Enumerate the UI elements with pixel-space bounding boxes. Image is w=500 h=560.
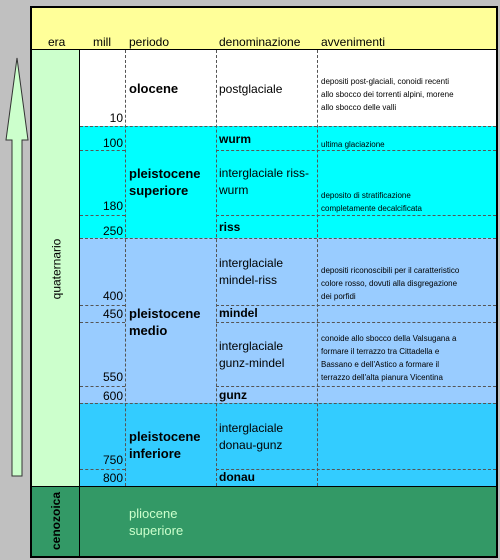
column-divider	[216, 50, 217, 486]
event-riss-wurm: deposito di stratificazione completamente decalcificata	[321, 191, 422, 213]
row-divider	[216, 386, 496, 387]
row-divider	[216, 215, 496, 216]
denom-donau-gunz: interglaciale donau-gunz	[219, 421, 284, 452]
row-divider	[80, 126, 496, 127]
mill-value: 100	[102, 136, 123, 150]
column-divider	[317, 50, 318, 486]
header-avvenimenti: avvenimenti	[321, 35, 386, 49]
event-postglaciale: depositi post-glaciali, conoidi recenti allo sbocco dei torrenti alpini, morene allo sbocco delle valli	[321, 77, 454, 112]
header-denominazione: denominazione	[219, 35, 301, 49]
period-pliocene-superiore: pliocene superiore	[129, 506, 184, 538]
event-gunz-mindel: conoide allo sbocco della Valsugana a formare il terrazzo tra Cittadella e Bassano e dell'Astico a formare il terrazzo dell'alta pianura Vicentina	[321, 334, 457, 382]
event-wurm: ultima glaciazione	[321, 140, 385, 149]
mill-value: 400	[102, 289, 123, 303]
denom-donau: donau	[219, 470, 255, 484]
mill-value: 450	[102, 307, 123, 321]
row-divider	[80, 469, 125, 470]
row-divider	[80, 305, 125, 306]
mill-value: 750	[102, 453, 123, 467]
denom-mindel: mindel	[219, 306, 258, 320]
row-divider	[80, 386, 125, 387]
period-pleistocene-superiore: pleistocene superiore	[129, 166, 201, 198]
denom-riss: riss	[219, 220, 241, 234]
header-era: era	[48, 35, 66, 49]
period-olocene: olocene	[129, 81, 179, 96]
header-mill: mill	[93, 35, 111, 49]
row-divider	[80, 215, 125, 216]
row-divider	[216, 305, 496, 306]
denom-mindel-riss: interglaciale mindel-riss	[219, 256, 284, 287]
denom-gunz-mindel: interglaciale gunz-mindel	[219, 339, 285, 370]
denom-wurm: wurm	[219, 132, 252, 146]
row-divider	[80, 238, 496, 239]
denom-riss-wurm: interglaciale riss- wurm	[219, 166, 310, 197]
header-periodo: periodo	[129, 35, 170, 49]
mill-value: 800	[102, 471, 123, 485]
period-pleistocene-medio: pleistocene medio	[129, 306, 201, 338]
mill-value: 600	[102, 389, 123, 403]
denom-postglaciale: postglaciale	[219, 82, 283, 96]
denom-gunz: gunz	[219, 388, 247, 402]
mill-value: 10	[109, 111, 123, 125]
mill-value: 250	[102, 224, 123, 238]
row-divider	[216, 322, 496, 323]
era-label-quaternario: quaternario	[49, 238, 63, 300]
row-divider	[80, 150, 125, 151]
row-divider	[80, 403, 496, 404]
event-mindel-riss: depositi riconoscibili per il caratteristico colore rosso, dovuti alla disgregazione dei porfidi	[321, 266, 460, 301]
era-label-cenozoica: cenozoica	[49, 491, 63, 551]
column-divider	[125, 50, 126, 486]
mill-value: 180	[102, 199, 123, 213]
row-divider	[216, 469, 496, 470]
mill-value: 550	[102, 370, 123, 384]
period-pleistocene-inferiore: pleistocene inferiore	[129, 429, 201, 461]
row-divider	[80, 322, 125, 323]
